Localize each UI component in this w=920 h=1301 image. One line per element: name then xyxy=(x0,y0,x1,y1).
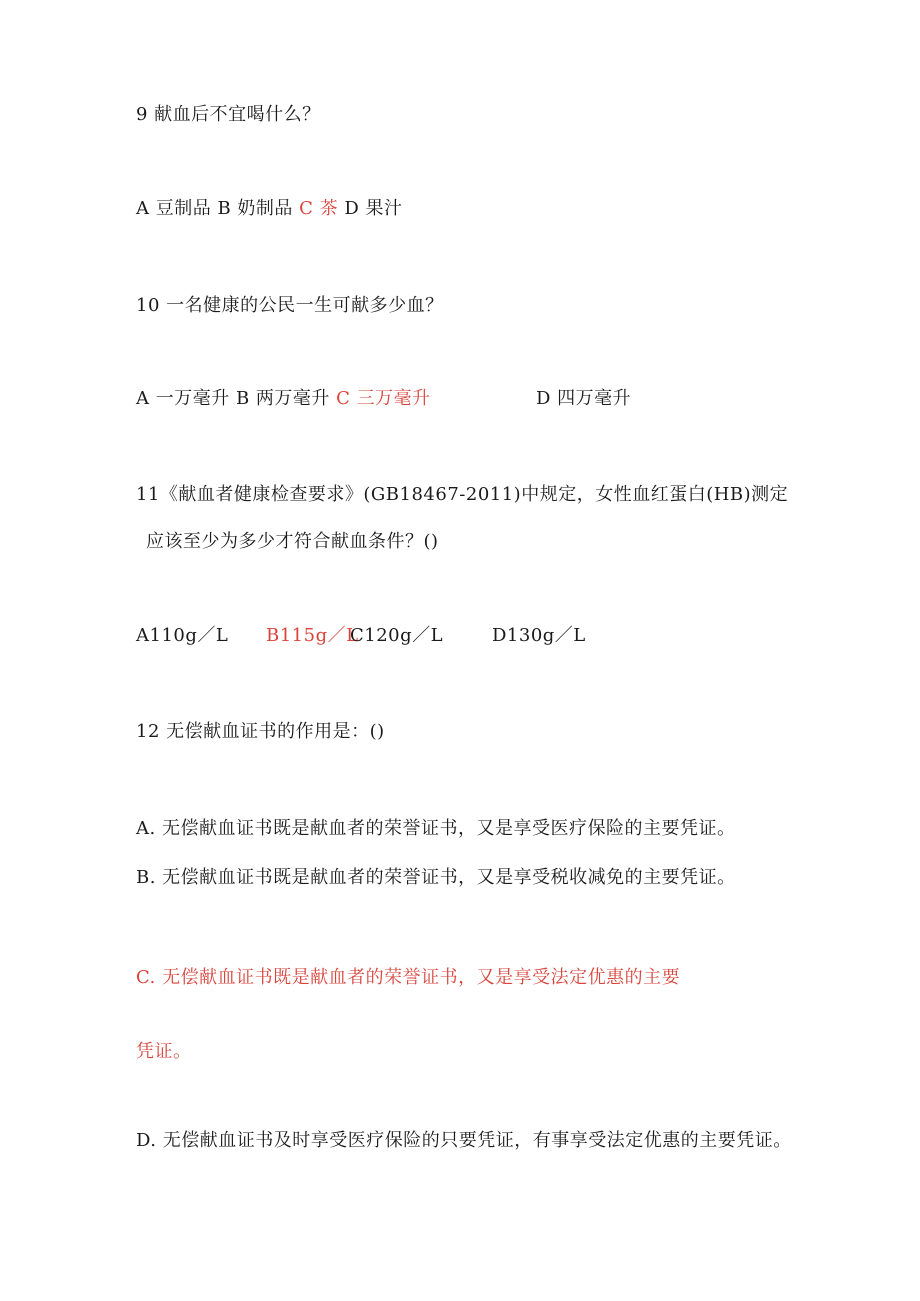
question-11-line-2: 应该至少为多少才符合献血条件？() xyxy=(146,531,439,552)
q10-option-d: D 四万毫升 xyxy=(536,388,632,409)
question-11-line-1: 11《献血者健康检查要求》(GB18467-2011)中规定，女性血红蛋白(HB)测定 xyxy=(136,484,789,505)
q11-option-d: D130g／L xyxy=(492,625,586,646)
q10-option-c-answer: C 三万毫升 xyxy=(336,388,431,409)
q11-option-b-answer: B115g／L xyxy=(266,625,359,646)
q11-option-c: C120g／L xyxy=(350,625,444,646)
q12-option-c-answer-line-2: 凭证。 xyxy=(136,1041,192,1062)
q9-option-c-answer: C 茶 xyxy=(299,198,339,219)
q9-option-b: B 奶制品 xyxy=(217,198,293,219)
q12-option-b: B. 无偿献血证书既是献血者的荣誉证书，又是享受税收减免的主要凭证。 xyxy=(136,867,736,888)
question-10: 10 一名健康的公民一生可献多少血？ xyxy=(136,295,444,316)
question-10-options xyxy=(136,387,676,411)
q10-option-b: B 两万毫升 xyxy=(235,388,330,409)
q12-option-d: D. 无偿献血证书及时享受医疗保险的只要凭证，有事享受法定优惠的主要凭证。 xyxy=(136,1130,792,1151)
q11-option-a: A110g／L xyxy=(136,625,229,646)
question-12: 12 无偿献血证书的作用是：() xyxy=(136,721,385,742)
q12-option-a: A. 无偿献血证书既是献血者的荣誉证书，又是享受医疗保险的主要凭证。 xyxy=(136,818,736,839)
q9-option-d: D 果汁 xyxy=(344,198,403,219)
question-9-options xyxy=(136,197,403,221)
q10-option-a: A 一万毫升 xyxy=(136,388,230,409)
q9-option-a: A 豆制品 xyxy=(136,198,212,219)
q12-option-c-answer-line-1: C. 无偿献血证书既是献血者的荣誉证书，又是享受法定优惠的主要 xyxy=(136,967,681,988)
question-9: 9 献血后不宜喝什么？ xyxy=(136,104,321,125)
